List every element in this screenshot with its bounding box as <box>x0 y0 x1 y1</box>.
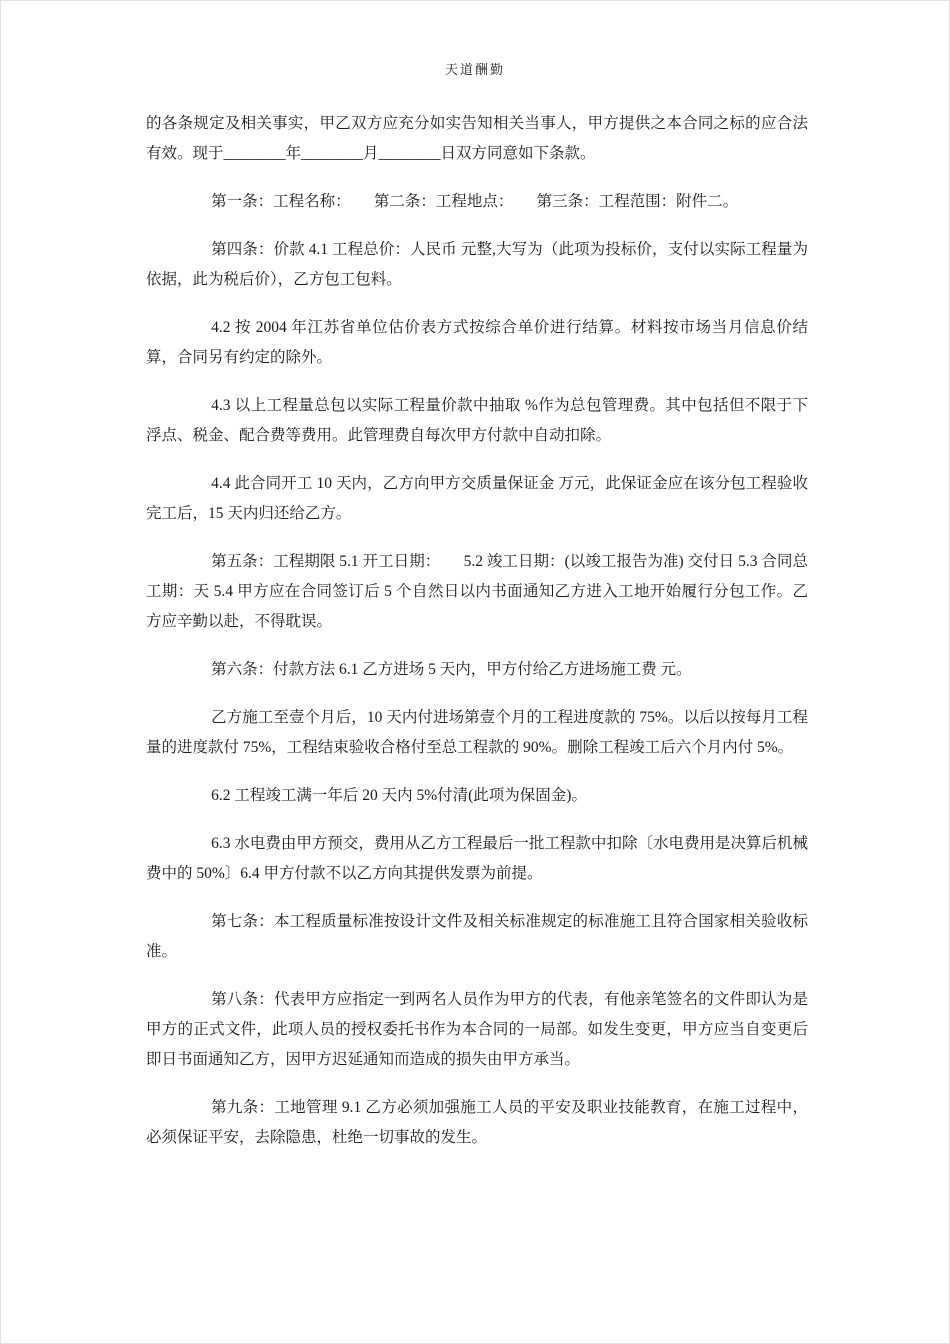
paragraph-clause-4-3: 4.3 以上工程量总包以实际工程量价款中抽取 %作为总包管理费。其中包括但不限于下浮点、税金、配合费等费用。此管理费自每次甲方付款中自动扣除。 <box>146 397 808 444</box>
document-header <box>1 59 949 78</box>
paragraph-clause-8: 第八条：代表甲方应指定一到两名人员作为甲方的代表，有他亲笔签名的文件即认为是甲方的正式文件，此项人员的授权委托书作为本合同的一局部。如发生变更，甲方应当自变更后即日书面通知乙方，因甲方迟延通知而造成的损失由甲方承当。 <box>146 991 808 1068</box>
paragraph-clause-6-payment: 乙方施工至壹个月后，10 天内付进场第壹个月的工程进度款的 75%。以后以按每月工程量的进度款付 75%，工程结束验收合格付至总工程款的 90%。删除工程竣工后六个月内付 5%。 <box>146 709 808 756</box>
paragraph-clause-6: 第六条：付款方法 6.1 乙方进场 5 天内，甲方付给乙方进场施工费 元。 <box>211 661 692 678</box>
paragraph-continuation: 的各条规定及相关事实，甲乙双方应充分如实告知相关当事人，甲方提供之本合同之标的应合法有效。现于________年________月________日双方同意如下条款。 <box>146 115 808 162</box>
paragraph-clause-5: 第五条：工程期限 5.1 开工日期： 5.2 竣工日期：(以竣工报告为准) 交付日 5.3 合同总工期：天 5.4 甲方应在合同签订后 5 个自然日以内书面通知乙方进入工地开始履行分包工作。乙方应辛勤以赴，不得耽误。 <box>146 553 808 630</box>
paragraph-clause-6-2: 6.2 工程竣工满一年后 20 天内 5%付清(此项为保固金)。 <box>211 787 587 804</box>
paragraph-clause-6-3: 6.3 水电费由甲方预交，费用从乙方工程最后一批工程款中扣除〔水电费用是决算后机械费中的 50%〕6.4 甲方付款不以乙方向其提供发票为前提。 <box>146 835 808 882</box>
header-title: 天道酬勤 <box>444 62 505 77</box>
paragraph-clause-4-2: 4.2 按 2004 年江苏省单位估价表方式按综合单价进行结算。材料按市场当月信息价结算，合同另有约定的除外。 <box>146 319 808 366</box>
paragraph-clause-9: 第九条：工地管理 9.1 乙方必须加强施工人员的平安及职业技能教育，在施工过程中，必须保证平安，去除隐患，杜绝一切事故的发生。 <box>146 1099 808 1146</box>
paragraph-clause-7: 第七条：本工程质量标准按设计文件及相关标准规定的标准施工且符合国家相关验收标准。 <box>146 913 808 960</box>
paragraph-clause-4: 第四条：价款 4.1 工程总价：人民币 元整,大写为（此项为投标价，支付以实际工程量为依据，此为税后价），乙方包工包料。 <box>146 241 808 288</box>
document-body <box>146 109 808 1171</box>
paragraph-clause-1: 第一条：工程名称： 第二条：工程地点： 第三条：工程范围：附件二。 <box>211 193 739 210</box>
paragraph-clause-4-4: 4.4 此合同开工 10 天内，乙方向甲方交质量保证金 万元，此保证金应在该分包工程验收完工后，15 天内归还给乙方。 <box>146 475 808 522</box>
